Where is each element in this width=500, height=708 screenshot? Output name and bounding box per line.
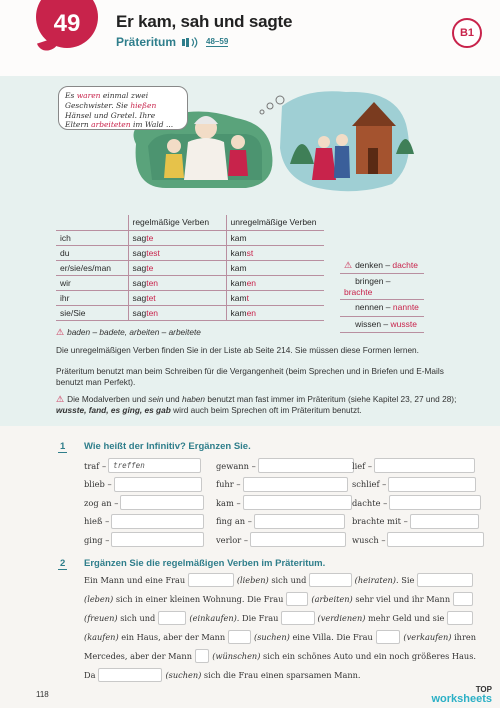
irregular-form-cell: kamen: [226, 305, 324, 320]
page-title: Er kam, sah und sagte: [116, 12, 293, 31]
speech-highlight: arbeiteten: [91, 120, 131, 130]
cloze-text: Ein Mann und eine Frau: [84, 574, 186, 585]
pronoun-cell: er/sie/es/man: [56, 260, 128, 275]
unit-number: 49: [53, 10, 81, 37]
cloze-line: [84, 646, 476, 665]
regular-form-cell: sagte: [128, 260, 226, 275]
infinitive-item: [84, 477, 202, 492]
warning-icon: ⚠: [56, 394, 65, 404]
page-number: 118: [36, 690, 49, 699]
infinitive-cue: zog an –: [84, 497, 119, 508]
answer-gap[interactable]: [309, 573, 351, 587]
infinitive-answer-box[interactable]: [258, 458, 354, 473]
cloze-text: sich ein schönes Auto und ein noch größeres Haus.: [263, 650, 476, 661]
conjugation-row: [56, 230, 324, 245]
note-text: wird auch beim Sprechen oft im Präteritum benutzt.: [170, 405, 362, 416]
answer-gap[interactable]: [376, 630, 401, 644]
answer-gap[interactable]: [158, 611, 186, 625]
cloze-hint: (heiraten).: [354, 574, 399, 585]
infinitive-item: [216, 495, 352, 510]
regular-form-cell: sagtest: [128, 245, 226, 260]
answer-gap[interactable]: [281, 611, 314, 625]
cloze-hint: (wünschen): [212, 650, 261, 661]
infinitive-item: [216, 514, 345, 529]
infinitive-answer-box[interactable]: [243, 477, 348, 492]
speech-highlight: hießen: [130, 100, 157, 110]
cloze-text: ein Haus, aber der Mann: [121, 631, 226, 642]
infinitive-item: [84, 458, 201, 473]
exercise-1-number: 1: [60, 441, 66, 452]
conjugation-table: [56, 215, 324, 321]
header-irregular-verbs: unregelmäßige Verben: [226, 215, 324, 230]
infinitive-item: [84, 514, 204, 529]
mixed-verbs-table: [340, 257, 424, 333]
irregular-form-cell: kam: [226, 230, 324, 245]
level-badge: B1: [452, 18, 482, 48]
infinitive-item: [216, 477, 348, 492]
brand-top: TOP: [475, 685, 492, 694]
infinitive-item: [352, 477, 476, 492]
warning-icon: ⚠: [56, 327, 65, 337]
header-regular-verbs: regelmäßige Verben: [128, 215, 226, 230]
infinitive-answer-box[interactable]: [410, 514, 480, 529]
infinitive-answer-box[interactable]: [111, 514, 204, 529]
conjugation-row: [56, 275, 324, 290]
speech-highlight: waren: [76, 91, 101, 100]
brand-logo: [431, 686, 492, 705]
cloze-line: [84, 665, 476, 684]
irregular-form-cell: kamst: [226, 245, 324, 260]
exercise-2-title: Ergänzen Sie die regelmäßigen Verben im Präteritum.: [84, 558, 326, 569]
modal-note: [56, 393, 466, 416]
cloze-hint: (verdienen): [317, 612, 366, 623]
warning-note: [56, 326, 466, 338]
cloze-hint: (freuen): [84, 612, 118, 623]
infinitive-item: [216, 532, 346, 547]
cloze-text: sehr viel und ihr Mann: [355, 593, 451, 604]
note-text: Die Modalverben und: [67, 394, 149, 404]
cloze-text: Mercedes, aber der Mann: [84, 650, 192, 661]
note-text: und: [163, 394, 182, 404]
cloze-hint: (lieben): [236, 574, 269, 585]
infinitive-answer-box[interactable]: treffen: [108, 458, 201, 473]
mixed-verb-cell: bringen – brachte: [340, 274, 424, 300]
cloze-text: Sie: [401, 574, 415, 585]
page-header: [0, 0, 500, 76]
conjugation-header-row: [56, 215, 324, 230]
answer-gap[interactable]: [98, 668, 162, 682]
warning-icon: ⚠: [344, 259, 353, 270]
pronoun-cell: du: [56, 245, 128, 260]
mixed-verb-cell: wissen – wusste: [340, 316, 424, 333]
infinitive-answer-box[interactable]: [389, 495, 481, 510]
usage-note: Präteritum benutzt man beim Schreiben für die Vergangenheit (beim Sprechen und in Briefen und E-Mails benutzt man Perfekt).: [56, 366, 444, 388]
pronoun-cell: ihr: [56, 290, 128, 305]
speech-text: Es: [65, 91, 77, 100]
mixed-verb-row: [340, 300, 424, 317]
mixed-verb-cell: ⚠ denken – dachte: [340, 257, 424, 274]
cloze-hint: (verkaufen): [403, 631, 452, 642]
cloze-text: eine Villa. Die Frau: [292, 631, 373, 642]
exercise-2-text: [84, 570, 476, 684]
infinitive-answer-box[interactable]: [111, 532, 204, 547]
infinitive-cue: hieß –: [84, 516, 110, 526]
infinitive-cue: wusch –: [352, 534, 386, 545]
cloze-line: [84, 570, 476, 589]
pronoun-cell: wir: [56, 275, 128, 290]
regular-form-cell: sagte: [128, 230, 226, 245]
cloze-hint: (arbeiten): [311, 593, 353, 604]
cloze-line: [84, 589, 476, 608]
cloze-text: sich die Frau einen sparsamen Mann.: [203, 669, 361, 680]
infinitive-cue: ging –: [84, 534, 110, 545]
conjugation-row: [56, 305, 324, 320]
exercise-2-number: 2: [60, 558, 66, 569]
infinitive-answer-box[interactable]: [388, 477, 476, 492]
infinitive-answer-box[interactable]: [120, 495, 204, 510]
infinitive-item: [352, 532, 484, 547]
answer-gap[interactable]: [447, 611, 473, 625]
answer-gap[interactable]: [417, 573, 473, 587]
brand-name: worksheets: [431, 693, 492, 705]
answer-gap[interactable]: [188, 573, 234, 587]
audio-track-ref[interactable]: 48–59: [206, 37, 229, 46]
cloze-hint: (suchen): [254, 631, 290, 642]
regular-form-cell: sagten: [128, 305, 226, 320]
note-text: haben: [181, 394, 206, 404]
cloze-text: Da: [84, 669, 96, 680]
warning-text: baden – badete, arbeiten – arbeitete: [67, 327, 201, 337]
infinitive-cue: dachte –: [352, 497, 388, 508]
answer-gap[interactable]: [453, 592, 473, 606]
cloze-line: [84, 627, 476, 646]
pronoun-cell: sie/Sie: [56, 305, 128, 320]
cloze-hint: (leben): [84, 593, 114, 604]
infinitive-answer-box[interactable]: [374, 458, 475, 473]
cloze-text: sich in einer kleinen Wohnung. Die Frau: [115, 593, 284, 604]
note-text: wusste, fand, es ging, es gab: [56, 405, 171, 416]
infinitive-cue: fuhr –: [216, 479, 241, 489]
infinitive-cue: fing an –: [216, 516, 252, 526]
conjugation-row: [56, 290, 324, 305]
infinitive-item: [84, 532, 204, 547]
irregular-form-cell: kamt: [226, 290, 324, 305]
cloze-hint: (einkaufen).: [189, 612, 240, 623]
note-text: benutzt man fast immer im Präteritum (siehe Kapitel 23, 27 und 28);: [205, 394, 457, 404]
speech-text: Hänsel und Gretel. Ihre Eltern: [65, 110, 156, 130]
speech-text: einmal zwei Geschwister. Sie: [65, 91, 149, 110]
regular-form-cell: sagten: [128, 275, 226, 290]
conjugation-row: [56, 260, 324, 275]
cloze-text: sich und: [120, 612, 156, 623]
infinitive-cue: schlief –: [352, 479, 387, 489]
answer-gap[interactable]: [228, 630, 251, 644]
header-pronoun: [56, 215, 128, 230]
audio-icon[interactable]: [182, 37, 200, 48]
cloze-hint: (kaufen): [84, 631, 119, 642]
cloze-text: ihren: [454, 631, 476, 642]
exercise-1-title: Wie heißt der Infinitiv? Ergänzen Sie.: [84, 441, 251, 452]
cloze-text: Die Frau: [242, 612, 279, 623]
infinitive-answer-box[interactable]: [250, 532, 346, 547]
infinitive-cue: traf –: [84, 460, 107, 471]
cloze-text: sich und: [271, 574, 307, 585]
infinitive-answer-box[interactable]: [254, 514, 346, 529]
cloze-hint: (suchen): [165, 669, 202, 680]
infinitive-item: [352, 458, 475, 473]
mixed-verb-row: [340, 274, 424, 300]
pronoun-cell: ich: [56, 230, 128, 245]
infinitive-answer-box[interactable]: [243, 495, 353, 510]
infinitive-cue: lief –: [352, 460, 373, 471]
irregular-form-cell: kamen: [226, 275, 324, 290]
regular-form-cell: sagtet: [128, 290, 226, 305]
page-subtitle: [116, 35, 228, 49]
infinitive-item: [352, 495, 481, 510]
conjugation-row: [56, 245, 324, 260]
speech-bubble: [58, 86, 188, 130]
infinitive-cue: kam –: [216, 497, 241, 508]
note-text: sein: [148, 394, 164, 404]
mixed-verb-cell: nennen – nannte: [340, 300, 424, 317]
cloze-line: [84, 608, 476, 627]
irregular-form-cell: kam: [226, 260, 324, 275]
answer-gap[interactable]: [286, 592, 308, 606]
infinitive-item: [216, 458, 354, 473]
list-info-note: Die unregelmäßigen Verben finden Sie in der Liste ab Seite 214. Sie müssen diese Formen lernen.: [56, 345, 419, 355]
infinitive-cue: brachte mit –: [352, 516, 408, 526]
infinitive-item: [352, 514, 479, 529]
infinitive-cue: blieb –: [84, 479, 112, 489]
subtitle-text: Präteritum: [116, 35, 177, 49]
mixed-verb-row: [340, 257, 424, 274]
answer-gap[interactable]: [195, 649, 209, 663]
infinitive-cue: verlor –: [216, 534, 248, 545]
infinitive-cue: gewann –: [216, 460, 256, 471]
infinitive-answer-box[interactable]: [387, 532, 484, 547]
cloze-text: mehr Geld und sie: [368, 612, 445, 623]
infinitive-item: [84, 495, 204, 510]
infinitive-answer-box[interactable]: [114, 477, 203, 492]
speech-text: im Wald ...: [130, 120, 174, 130]
